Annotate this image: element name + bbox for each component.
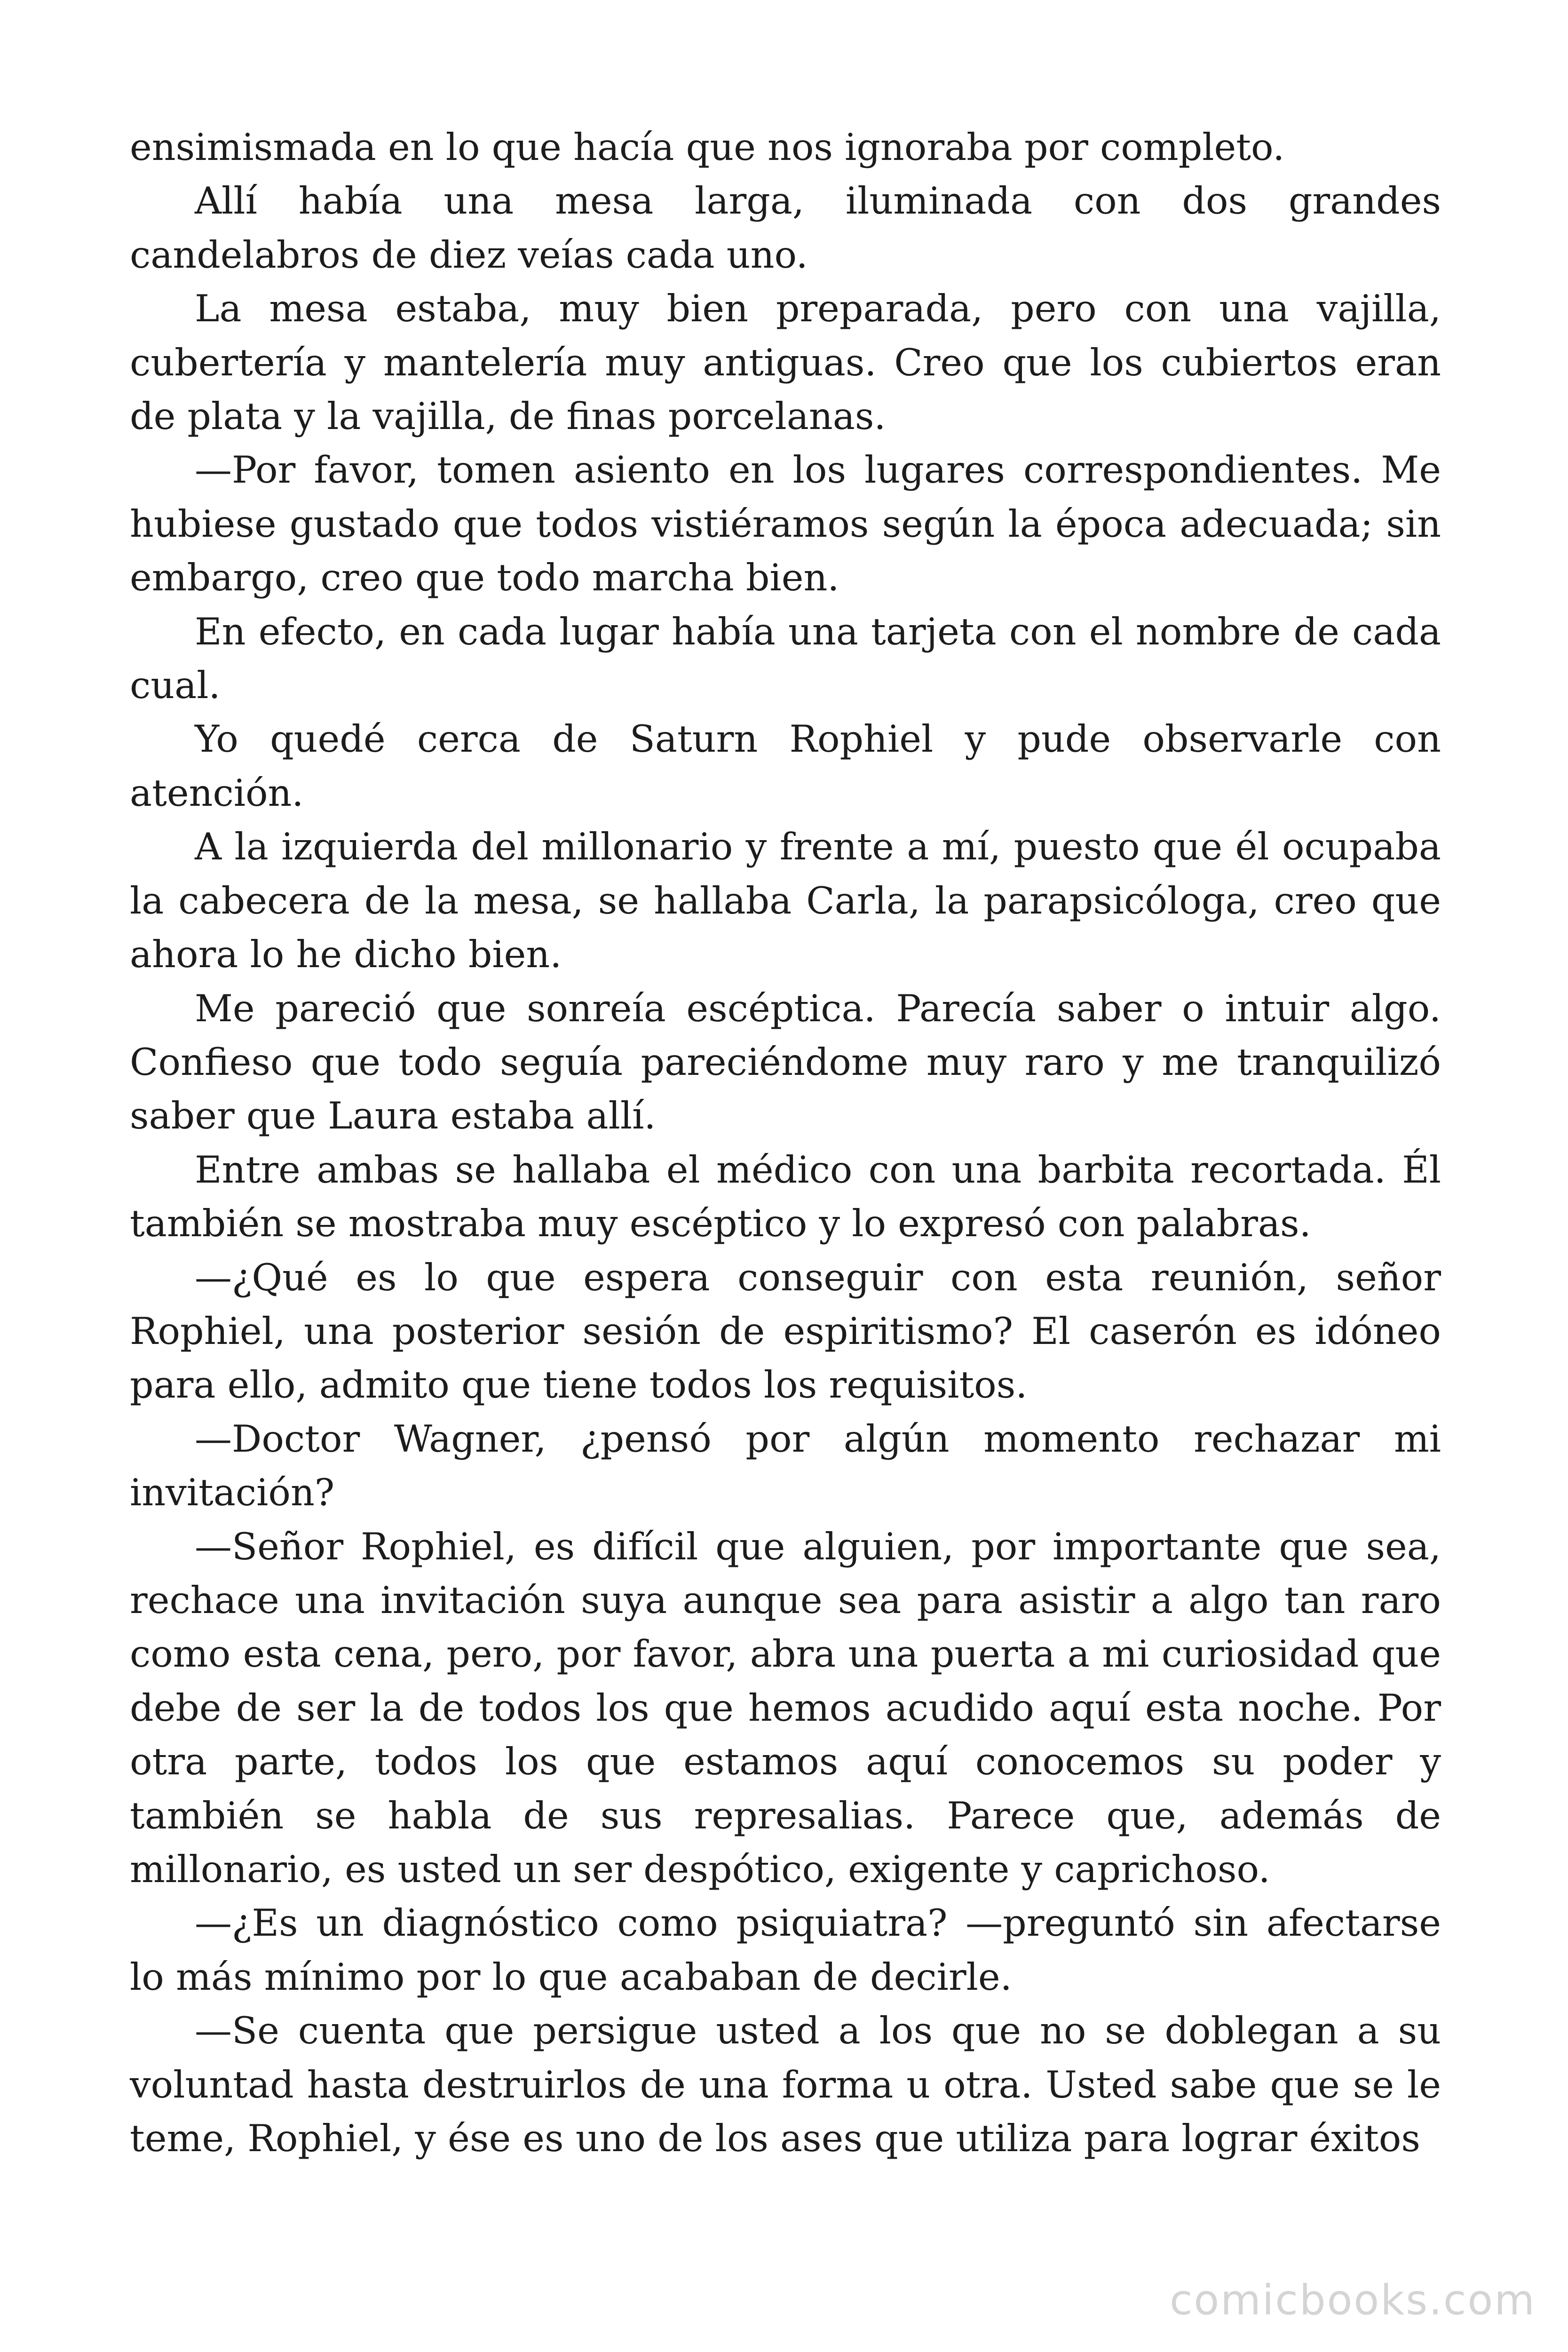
paragraph-continuation: ensimismada en lo que hacía que nos ignoraba por completo. xyxy=(130,126,1285,169)
dialogue-paragraph: —Se cuenta que persigue usted a los que no se doblegan a su voluntad hasta destruirlos de una forma u otra. Usted sabe que se le teme, Rophiel, y ése es uno de los ases que utiliza para lograr éxitos xyxy=(130,2009,1441,2161)
dialogue-paragraph: —Por favor, tomen asiento en los lugares correspondientes. Me hubiese gustado que todos vistiéramos según la época adecuada; sin embargo, creo que todo marcha bien. xyxy=(130,448,1441,600)
body-text xyxy=(130,120,1441,2165)
paragraph: La mesa estaba, muy bien preparada, pero con una vajilla, cubertería y mantelería muy antiguas. Creo que los cubiertos eran de plata y la vajilla, de finas porcelanas. xyxy=(130,287,1441,438)
paragraph: Yo quedé cerca de Saturn Rophiel y pude observarle con atención. xyxy=(130,717,1441,815)
paragraph: A la izquierda del millonario y frente a mí, puesto que él ocupaba la cabecera de la mesa, se hallaba Carla, la parapsicóloga, creo que ahora lo he dicho bien. xyxy=(130,825,1441,977)
paragraph: En efecto, en cada lugar había una tarjeta con el nombre de cada cual. xyxy=(130,610,1441,707)
dialogue-paragraph: —Señor Rophiel, es difícil que alguien, por importante que sea, rechace una invitación suya aunque sea para asistir a algo tan raro como esta cena, pero, por favor, abra una puerta a mi curiosidad que debe de ser la de todos los que hemos acudido aquí esta noche. Por otra parte, todos los que estamos aquí conocemos su poder y también se habla de sus represalias. Parece que, además de millonario, es usted un ser despótico, exigente y caprichoso. xyxy=(130,1525,1441,1891)
paragraph: Allí había una mesa larga, iluminada con dos grandes candelabros de diez veías cada uno. xyxy=(130,179,1441,277)
paragraph: Entre ambas se hallaba el médico con una barbita recortada. Él también se mostraba muy escéptico y lo expresó con palabras. xyxy=(130,1148,1441,1246)
dialogue-paragraph: —¿Qué es lo que espera conseguir con esta reunión, señor Rophiel, una posterior sesión de espiritismo? El caserón es idóneo para ello, admito que tiene todos los requisitos. xyxy=(130,1255,1441,1407)
paragraph: Me pareció que sonreía escéptica. Parecía saber o intuir algo. Confieso que todo seguía pareciéndome muy raro y me tranquilizó saber que Laura estaba allí. xyxy=(130,986,1441,1138)
dialogue-paragraph: —¿Es un diagnóstico como psiquiatra? —preguntó sin afectarse lo más mínimo por lo que acababan de decirle. xyxy=(130,1901,1441,1999)
watermark-text: comicbooks.com xyxy=(1169,2276,1536,2324)
dialogue-paragraph: —Doctor Wagner, ¿pensó por algún momento rechazar mi invitación? xyxy=(130,1417,1441,1515)
